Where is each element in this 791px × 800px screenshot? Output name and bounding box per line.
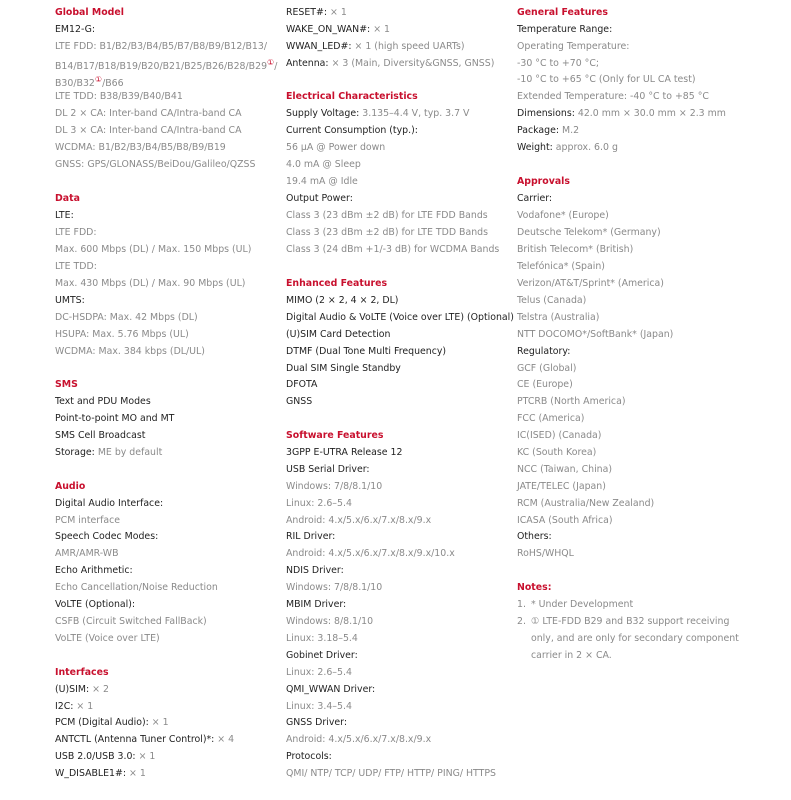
data-heading: Data	[55, 193, 80, 204]
lte-fdd-bands-3: B30/B32①/B66	[55, 75, 124, 90]
lte-tdd-rate: Max. 430 Mbps (DL) / Max. 90 Mbps (UL)	[55, 278, 246, 289]
regulatory-item: NCC (Taiwan, China)	[517, 464, 613, 475]
lte-label: LTE:	[55, 210, 74, 221]
ril-android: Android: 4.x/5.x/6.x/7.x/8.x/9.x/10.x	[286, 548, 455, 559]
lte-fdd-bands: LTE FDD: B1/B2/B3/B4/B5/B7/B8/B9/B12/B13/	[55, 41, 268, 52]
note-mark: ①	[94, 75, 103, 84]
regulatory-item: GCF (Global)	[517, 363, 577, 374]
ndis-windows: Windows: 7/8/8.1/10	[286, 582, 383, 593]
regulatory-item: RCM (Australia/New Zealand)	[517, 498, 655, 509]
carrier-item: Telefónica* (Spain)	[517, 261, 605, 272]
i2c-count: I2C: × 1	[55, 701, 94, 712]
pcm-count: PCM (Digital Audio): × 1	[55, 717, 169, 728]
echo-label: Echo Arithmetic:	[55, 565, 133, 576]
note-mark: ①	[267, 58, 275, 67]
output-lte-fdd: Class 3 (23 dBm ±2 dB) for LTE FDD Bands	[286, 210, 488, 221]
lte-fdd-rate: Max. 600 Mbps (DL) / Max. 150 Mbps (UL)	[55, 244, 252, 255]
pcm-interface: PCM interface	[55, 515, 121, 526]
output-power-label: Output Power:	[286, 193, 353, 204]
regulatory-label: Regulatory:	[517, 346, 571, 357]
hsupa-rate: HSUPA: Max. 5.76 Mbps (UL)	[55, 329, 189, 340]
reset-count: RESET#: × 1	[286, 7, 347, 18]
gobinet-label: Gobinet Driver:	[286, 650, 358, 661]
regulatory-item: IC(ISED) (Canada)	[517, 430, 602, 441]
mbim-windows: Windows: 8/8.1/10	[286, 616, 374, 627]
sms-storage: Storage: ME by default	[55, 447, 163, 458]
regulatory-item: KC (South Korea)	[517, 447, 597, 458]
sms-p2p: Point-to-point MO and MT	[55, 413, 175, 424]
release: 3GPP E-UTRA Release 12	[286, 447, 403, 458]
echo-value: Echo Cancellation/Noise Reduction	[55, 582, 218, 593]
carrier-label: Carrier:	[517, 193, 553, 204]
antctl-count: ANTCTL (Antenna Tuner Control)*: × 4	[55, 734, 235, 745]
regulatory-item: ICASA (South Africa)	[517, 515, 613, 526]
feature-dfota: DFOTA	[286, 379, 318, 390]
current-consumption-label: Current Consumption (typ.):	[286, 125, 418, 136]
operating-temp-label: Operating Temperature:	[517, 41, 630, 52]
audio-heading: Audio	[55, 481, 86, 492]
protocols-label: Protocols:	[286, 751, 332, 762]
model-name: EM12-G:	[55, 24, 96, 35]
temperature-range-label: Temperature Range:	[517, 24, 613, 35]
digital-audio-interface: Digital Audio Interface:	[55, 498, 164, 509]
speech-codec-label: Speech Codec Modes:	[55, 531, 159, 542]
lte-fdd-label: LTE FDD:	[55, 227, 97, 238]
dl3-ca: DL 3 × CA: Inter-band CA/Intra-band CA	[55, 125, 242, 136]
approvals-heading: Approvals	[517, 176, 570, 187]
usb-serial-label: USB Serial Driver:	[286, 464, 370, 475]
usb-serial-linux: Linux: 2.6–5.4	[286, 498, 352, 509]
gnss-driver-android: Android: 4.x/5.x/6.x/7.x/8.x/9.x	[286, 734, 432, 745]
lte-tdd-bands: LTE TDD: B38/B39/B40/B41	[55, 91, 183, 102]
usim-count: (U)SIM: × 2	[55, 684, 109, 695]
note-1: 1. * Under Development	[517, 599, 634, 610]
sms-heading: SMS	[55, 379, 78, 390]
extended-temp: Extended Temperature: -40 °C to +85 °C	[517, 91, 709, 102]
antenna-count: Antenna: × 3 (Main, Diversity&GNSS, GNSS)	[286, 58, 495, 69]
dc-hsdpa-rate: DC-HSDPA: Max. 42 Mbps (DL)	[55, 312, 198, 323]
regulatory-item: CE (Europe)	[517, 379, 573, 390]
general-heading: General Features	[517, 7, 608, 18]
operating-temp-1: -30 °C to +70 °C;	[517, 58, 600, 69]
wcdma-rate: WCDMA: Max. 384 kbps (DL/UL)	[55, 346, 205, 357]
others-label: Others:	[517, 531, 552, 542]
notes-heading: Notes:	[517, 582, 552, 593]
usb-count: USB 2.0/USB 3.0: × 1	[55, 751, 156, 762]
csfb-value: CSFB (Circuit Switched FallBack)	[55, 616, 207, 627]
dl2-ca: DL 2 × CA: Inter-band CA/Intra-band CA	[55, 108, 242, 119]
usb-serial-windows: Windows: 7/8/8.1/10	[286, 481, 383, 492]
speech-codec-value: AMR/AMR-WB	[55, 548, 119, 559]
carrier-item: Deutsche Telekom* (Germany)	[517, 227, 661, 238]
wcdma-bands: WCDMA: B1/B2/B3/B4/B5/B8/B9/B19	[55, 142, 226, 153]
carrier-item: British Telecom* (British)	[517, 244, 634, 255]
protocols-value: QMI/ NTP/ TCP/ UDP/ FTP/ HTTP/ PING/ HTTPS	[286, 768, 496, 779]
output-lte-tdd: Class 3 (23 dBm ±2 dB) for LTE TDD Bands	[286, 227, 488, 238]
umts-label: UMTS:	[55, 295, 85, 306]
w-disable-count: W_DISABLE1#: × 1	[55, 768, 146, 779]
package: Package: M.2	[517, 125, 580, 136]
feature-dsss: Dual SIM Single Standby	[286, 363, 401, 374]
supply-voltage: Supply Voltage: 3.135–4.4 V, typ. 3.7 V	[286, 108, 470, 119]
mbim-linux: Linux: 3.18–5.4	[286, 633, 358, 644]
others-value: RoHS/WHQL	[517, 548, 574, 559]
carrier-item: Telus (Canada)	[517, 295, 587, 306]
ril-label: RIL Driver:	[286, 531, 336, 542]
current-sleep: 4.0 mA @ Sleep	[286, 159, 361, 170]
volte-label: VoLTE (Optional):	[55, 599, 136, 610]
global-model-heading: Global Model	[55, 7, 124, 18]
note-2-line-3: carrier in 2 × CA.	[531, 650, 612, 661]
sms-cell-broadcast: SMS Cell Broadcast	[55, 430, 146, 441]
dimensions: Dimensions: 42.0 mm × 30.0 mm × 2.3 mm	[517, 108, 726, 119]
ndis-label: NDIS Driver:	[286, 565, 344, 576]
carrier-item: Vodafone* (Europe)	[517, 210, 609, 221]
wake-on-wan-count: WAKE_ON_WAN#: × 1	[286, 24, 390, 35]
electrical-heading: Electrical Characteristics	[286, 91, 418, 102]
qmi-label: QMI_WWAN Driver:	[286, 684, 376, 695]
note-mark: ①	[531, 616, 540, 627]
interfaces-heading: Interfaces	[55, 667, 109, 678]
current-idle: 19.4 mA @ Idle	[286, 176, 358, 187]
carrier-item: Verizon/AT&T/Sprint* (America)	[517, 278, 664, 289]
carrier-item: Telstra (Australia)	[517, 312, 600, 323]
volte-value: VoLTE (Voice over LTE)	[55, 633, 160, 644]
feature-usim-detect: (U)SIM Card Detection	[286, 329, 391, 340]
feature-mimo: MIMO (2 × 2, 4 × 2, DL)	[286, 295, 399, 306]
feature-gnss: GNSS	[286, 396, 313, 407]
regulatory-item: FCC (America)	[517, 413, 585, 424]
gnss-systems: GNSS: GPS/GLONASS/BeiDou/Galileo/QZSS	[55, 159, 256, 170]
lte-tdd-label: LTE TDD:	[55, 261, 97, 272]
gnss-driver-label: GNSS Driver:	[286, 717, 348, 728]
feature-dtmf: DTMF (Dual Tone Multi Frequency)	[286, 346, 447, 357]
wwan-led-count: WWAN_LED#: × 1 (high speed UARTs)	[286, 41, 465, 52]
lte-fdd-bands-2: B14/B17/B18/B19/B20/B21/B25/B26/B28/B29①/	[55, 58, 278, 73]
usb-serial-android: Android: 4.x/5.x/6.x/7.x/8.x/9.x	[286, 515, 432, 526]
feature-volte: Digital Audio & VoLTE (Voice over LTE) (Optional)	[286, 312, 514, 323]
sms-text-pdu: Text and PDU Modes	[55, 396, 151, 407]
regulatory-item: PTCRB (North America)	[517, 396, 626, 407]
qmi-linux: Linux: 3.4–5.4	[286, 701, 352, 712]
operating-temp-2: -10 °C to +65 °C (Only for UL CA test)	[517, 74, 696, 85]
carrier-item: NTT DOCOMO*/SoftBank* (Japan)	[517, 329, 674, 340]
enhanced-heading: Enhanced Features	[286, 278, 388, 289]
note-2-line-2: only, and are only for secondary component	[531, 633, 739, 644]
gobinet-linux: Linux: 2.6–5.4	[286, 667, 352, 678]
software-heading: Software Features	[286, 430, 384, 441]
output-wcdma: Class 3 (24 dBm +1/-3 dB) for WCDMA Bands	[286, 244, 500, 255]
regulatory-item: JATE/TELEC (Japan)	[517, 481, 606, 492]
current-power-down: 56 μA @ Power down	[286, 142, 386, 153]
note-2: 2. ① LTE-FDD B29 and B32 support receiving	[517, 616, 730, 627]
weight: Weight: approx. 6.0 g	[517, 142, 618, 153]
mbim-label: MBIM Driver:	[286, 599, 347, 610]
